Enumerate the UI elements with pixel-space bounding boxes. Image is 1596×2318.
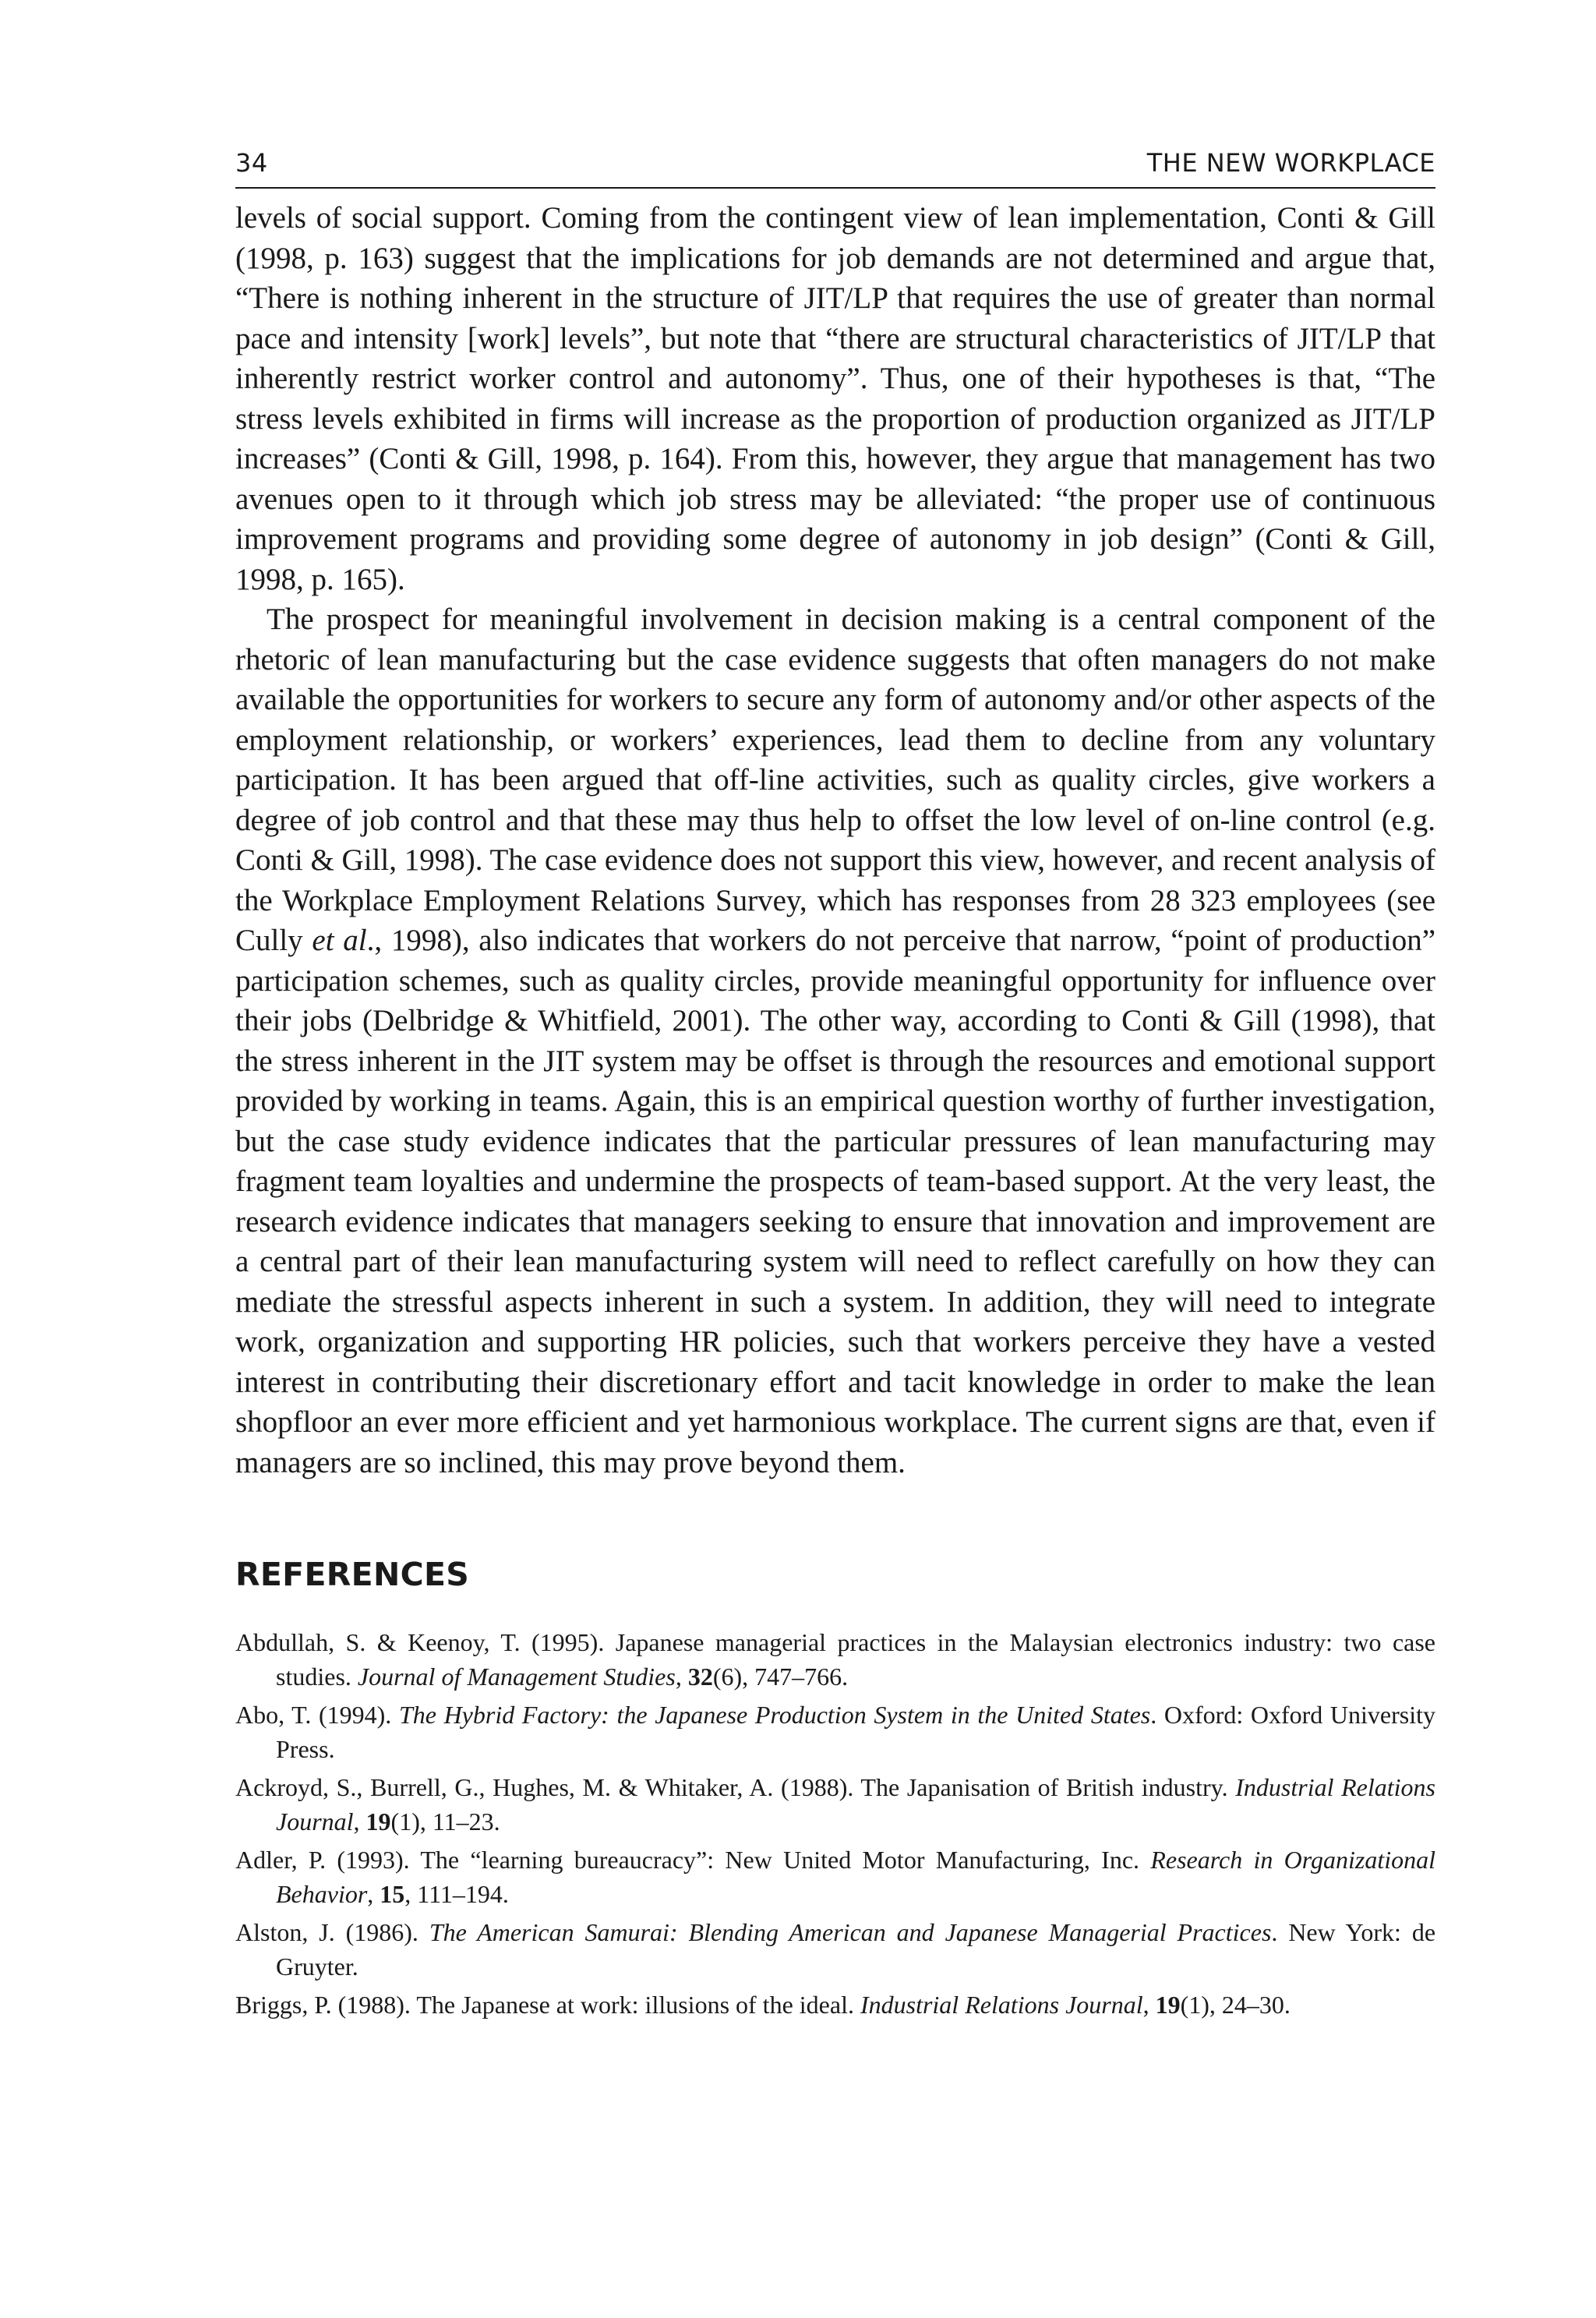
reference-text: (6), 747–766. bbox=[712, 1662, 849, 1691]
section-heading: REFERENCES bbox=[235, 1556, 470, 1593]
reference-item bbox=[235, 1698, 1435, 1766]
reference-list bbox=[235, 1626, 1435, 2023]
paragraph-text: ., 1998), also indicates that workers do not perceive that narrow, “point of production” participation schemes, such as quality circles, provide meaningful opportunity for influence over their jobs (Delbridge & Whitfield, 2001). The other way, according to Conti & Gill (1998), that the stress inherent in the JIT system may be offset is through the resources and emotional support provided by working in teams. Again, this is an empirical question worthy of further investigation, but the case study evidence indicates that the particular pressures of lean manufacturing may fragment team loyalties and undermine the prospects of team-based support. At the very least, the research evidence indicates that managers seeking to ensure that innovation and improvement are a central part of their lean manufacturing system will need to reflect carefully on how they can mediate the stressful aspects inherent in such a system. In addition, they will need to integrate work, organization and supporting HR policies, such that workers perceive they have a vested interest in contributing their discretionary effort and tacit knowledge in order to make the lean shopfloor an ever more efficient and yet harmonious workplace. The current signs are that, even if managers are so inclined, this may prove beyond them. bbox=[235, 924, 1435, 1479]
reference-text: . Oxford: Oxford University Press. bbox=[276, 1701, 1436, 1763]
reference-text: , bbox=[675, 1662, 688, 1691]
reference-volume: 19 bbox=[365, 1807, 391, 1836]
reference-item bbox=[235, 1626, 1435, 1694]
reference-text: Briggs, P. (1988). The Japanese at work: illusions of the ideal. bbox=[235, 1991, 860, 2019]
running-header bbox=[235, 148, 1435, 189]
reference-source: The Hybrid Factory: the Japanese Production System in the United States bbox=[398, 1701, 1151, 1729]
reference-source: Industrial Relations Journal bbox=[860, 1991, 1143, 2019]
paragraph: levels of social support. Coming from the contingent view of lean implementation, Conti & Gill (1998, p. 163) suggest that the implications for job demands are not determined and argue that, “There is nothing inherent in the structure of JIT/LP that requires the use of greater than normal pace and intensity [work] levels”, but note that “there are structural characteristics of JIT/LP that inherently restrict worker control and autonomy”. Thus, one of their hypotheses is that, “The stress levels exhibited in firms will increase as the proportion of production organized as JIT/LP increases” (Conti & Gill, 1998, p. 164). From this, however, they argue that management has two avenues open to it through which job stress may be alleviated: “the proper use of continuous improvement programs and providing some degree of autonomy in job design” (Conti & Gill, 1998, p. 165). bbox=[235, 201, 1435, 596]
reference-source: The American Samurai: Blending American and Japanese Managerial Practices bbox=[429, 1918, 1272, 1946]
reference-text: Ackroyd, S., Burrell, G., Hughes, M. & Whitaker, A. (1988). The Japanisation of British industry. bbox=[235, 1773, 1236, 1801]
reference-text: . New York: de Gruyter. bbox=[276, 1918, 1436, 1981]
reference-source: Industrial Relations Journal bbox=[276, 1773, 1436, 1836]
reference-item bbox=[235, 1988, 1435, 2023]
reference-volume: 15 bbox=[380, 1879, 405, 1908]
reference-text: , bbox=[367, 1879, 380, 1908]
reference-item bbox=[235, 1771, 1435, 1839]
page-number: 34 bbox=[235, 148, 268, 178]
reference-text: Alston, J. (1986). bbox=[235, 1918, 429, 1946]
running-title: THE NEW WORKPLACE bbox=[1146, 148, 1435, 178]
paragraph-text: The prospect for meaningful involvement in decision making is a central component of the rhetoric of lean manufacturing but the case evidence suggests that often managers do not make available the opportunities for workers to secure any form of autonomy and/or other aspects of the employment relationship, or workers’ experiences, lead them to decline from any voluntary participation. It has been argued that off-line activities, such as quality circles, give workers a degree of job control and that these may thus help to offset the low level of on-line control (e.g. Conti & Gill, 1998). The case evidence does not support this view, however, and recent analysis of the Workplace Employment Relations Survey, which has responses from 28 323 employees (see Cully bbox=[235, 602, 1435, 957]
body-text bbox=[235, 198, 1435, 1482]
reference-text: Abdullah, S. & Keenoy, T. (1995). Japanese managerial practices in the Malaysian electronics industry: two case studies. bbox=[235, 1628, 1435, 1691]
reference-text: , 111–194. bbox=[404, 1879, 509, 1908]
italic-text: et al bbox=[312, 924, 367, 957]
reference-text: Abo, T. (1994). bbox=[235, 1701, 399, 1729]
reference-text: (1), 11–23. bbox=[390, 1807, 500, 1836]
paragraph bbox=[235, 599, 1435, 1482]
reference-volume: 19 bbox=[1155, 1991, 1181, 2019]
reference-source: Research in Organizational Behavior bbox=[276, 1846, 1436, 1908]
reference-item bbox=[235, 1916, 1435, 1984]
reference-item bbox=[235, 1843, 1435, 1911]
reference-text: , bbox=[353, 1807, 366, 1836]
book-page bbox=[235, 148, 1435, 2027]
reference-text: (1), 24–30. bbox=[1180, 1991, 1291, 2019]
reference-text: Adler, P. (1993). The “learning bureaucracy”: New United Motor Manufacturing, Inc. bbox=[235, 1846, 1151, 1874]
reference-text: , bbox=[1142, 1991, 1156, 2019]
reference-volume: 32 bbox=[687, 1662, 713, 1691]
reference-source: Journal of Management Studies bbox=[357, 1662, 676, 1691]
